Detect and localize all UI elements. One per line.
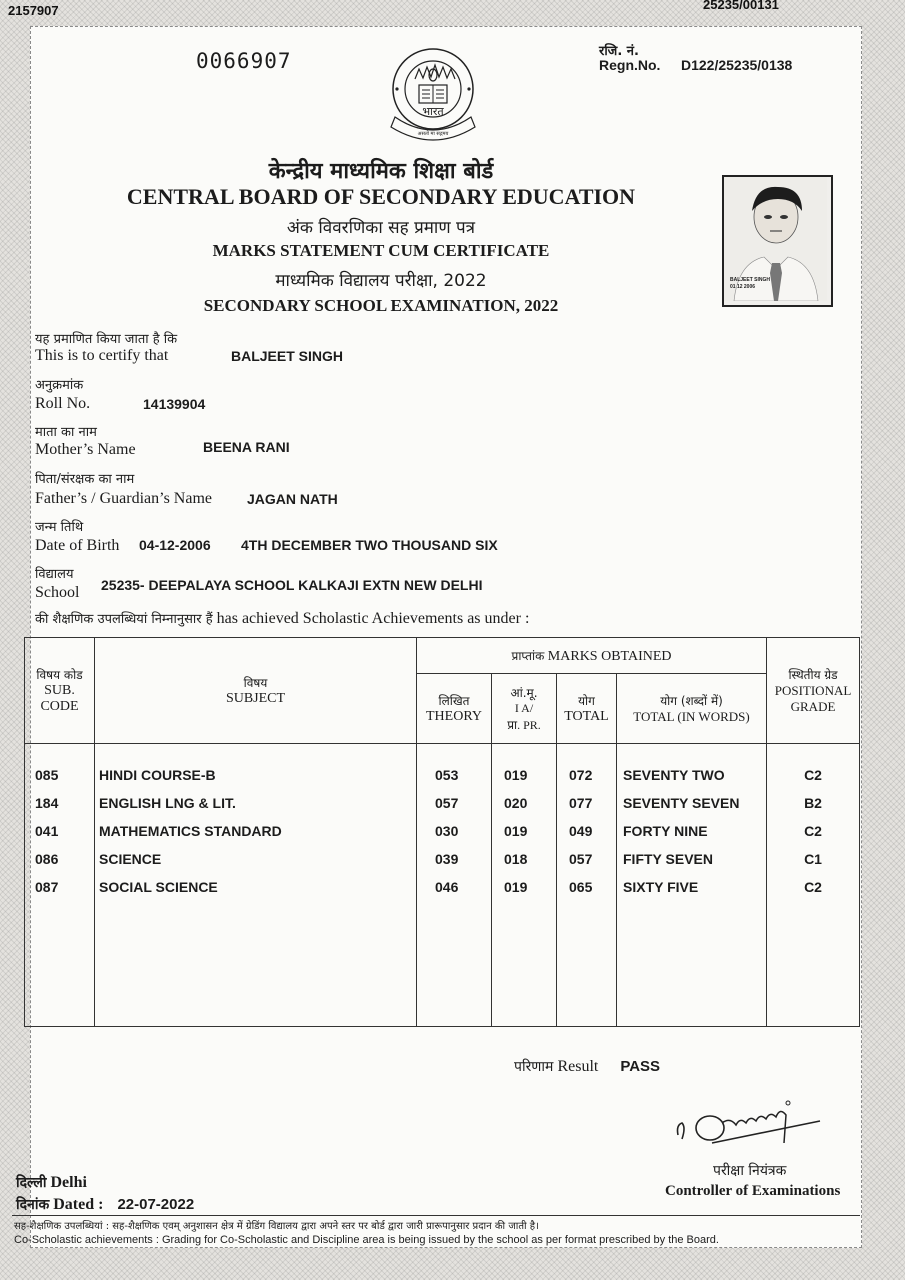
regn-number: D122/25235/0138 [681,57,793,73]
table-cell-subject: MATHEMATICS STANDARD [99,823,282,839]
header-positional-grade: स्थितीय ग्रेड POSITIONAL GRADE [767,638,860,744]
table-cell-grade: C2 [804,767,822,783]
table-cell-total: 077 [569,795,593,811]
table-cell-grade: C2 [804,823,822,839]
table-cell-words: SIXTY FIVE [623,879,699,895]
emblem-motto: असतो मा सद्गमय [417,131,449,137]
place: Delhi [50,1174,87,1191]
co-scholastic-note-hindi: सह-शैक्षणिक उपलब्धियां : सह-शैक्षणिक एवम् अनुशासन क्षेत्र में ग्रेडिंग विद्यालय द्वारा अपने स्तर पर बोर्ड द्वारा जारी प्रारूपानुसार प्रदान की जाती है। [14,1221,539,1232]
table-cell-ia: 018 [504,851,528,867]
roll-label: Roll No. [35,395,91,412]
issue-date: 22-07-2022 [117,1196,195,1213]
marks-table [24,637,860,1027]
table-cell-subject: SOCIAL SCIENCE [99,879,218,895]
achievement-statement [35,609,529,628]
table-cell-code: 085 [35,767,59,783]
table-cell-code: 086 [35,851,59,867]
table-cell-theory: 053 [435,767,459,783]
mother-label-hindi: माता का नाम [35,425,97,440]
cbse-emblem-icon [379,43,487,147]
table-cell-words: SEVENTY TWO [623,767,725,783]
column-positional-grade [767,744,860,1027]
table-cell-theory: 057 [435,795,459,811]
student-photo [722,175,833,307]
table-cell-theory: 039 [435,851,459,867]
table-cell-subject: ENGLISH LNG & LIT. [99,795,236,811]
exam-name: SECONDARY SCHOOL EXAMINATION, 2022 [203,296,559,315]
table-cell-theory: 030 [435,823,459,839]
column-theory [417,744,492,1027]
regn-label-hindi: रजि. नं. [599,44,639,59]
controller-title: Controller of Examinations [665,1183,841,1199]
table-cell-ia: 020 [504,795,528,811]
school-label-hindi: विद्यालय [35,567,74,582]
table-cell-words: FORTY NINE [623,823,708,839]
document-title: MARKS STATEMENT CUM CERTIFICATE [212,241,550,260]
column-sub-code [25,744,95,1027]
date-of-birth: 04-12-2006 [139,537,211,553]
table-cell-ia: 019 [504,767,528,783]
school-name: 25235- DEEPALAYA SCHOOL KALKAJI EXTN NEW DELHI [101,577,483,593]
board-name: CENTRAL BOARD OF SECONDARY EDUCATION [126,184,636,209]
dob-label: Date of Birth [35,537,120,554]
dated-label-hindi: दिनांक [16,1197,50,1213]
table-cell-code: 087 [35,879,59,895]
certify-label: This is to certify that [35,347,169,364]
roll-label-hindi: अनुक्रमांक [35,378,84,393]
top-left-number: 2157907 [8,3,59,18]
table-cell-grade: C2 [804,879,822,895]
regn-label: Regn.No. [599,57,661,73]
table-cell-words: SEVENTY SEVEN [623,795,740,811]
table-cell-code: 041 [35,823,59,839]
place-section [16,1173,87,1192]
controller-signature-icon [670,1095,840,1155]
school-label: School [35,584,80,601]
table-cell-grade: B2 [804,795,822,811]
achievement-statement-hindi: की शैक्षणिक उपलब्धियां निम्नानुसार हैं [35,612,213,627]
emblem-text-bharat: भारत [422,105,444,118]
date-of-birth-words: 4TH DECEMBER TWO THOUSAND SIX [241,537,498,553]
column-subject [95,744,417,1027]
table-cell-subject: HINDI COURSE-B [99,767,216,783]
table-cell-theory: 046 [435,879,459,895]
result-value: PASS [620,1058,661,1075]
header-sub-code: विषय कोड SUB. CODE [25,638,95,744]
column-internal-assessment [492,744,557,1027]
header-internal-assessment: आं.मू. I A/ प्रा. PR. [492,674,557,744]
co-scholastic-note: Co-Scholastic achievements : Grading for Co-Scholastic and Discipline area is being issued by the school as per format prescribed by the Board. [14,1234,719,1246]
controller-title-hindi: परीक्षा नियंत्रक [713,1163,787,1179]
table-cell-total: 065 [569,879,593,895]
table-cell-code: 184 [35,795,59,811]
header-theory: लिखित THEORY [417,674,492,744]
table-cell-total: 072 [569,767,593,783]
photo-caption-date: 01 12 2006 [730,284,756,290]
table-cell-total: 057 [569,851,593,867]
column-total [557,744,617,1027]
serial-number: 0066907 [196,49,292,73]
mother-label: Mother’s Name [35,441,136,458]
header-marks-obtained: प्राप्तांक MARKS OBTAINED [417,638,767,674]
table-cell-grade: C1 [804,851,822,867]
board-name-hindi: केन्द्रीय माध्यमिक शिक्षा बोर्ड [268,159,494,184]
table-cell-subject: SCIENCE [99,851,162,867]
header-subject: विषय SUBJECT [95,638,417,744]
photo-caption-name: BALJEET SINGH [730,277,771,283]
header-total: योग TOTAL [557,674,617,744]
table-cell-total: 049 [569,823,593,839]
document-title-hindi: अंक विवरणिका सह प्रमाण पत्र [286,218,476,238]
exam-name-hindi: माध्यमिक विद्यालय परीक्षा, 2022 [275,271,487,291]
student-name: BALJEET SINGH [231,348,344,364]
table-cell-ia: 019 [504,879,528,895]
achievement-statement-english: has achieved Scholastic Achievements as under : [216,610,530,627]
top-right-number: 25235/00131 [703,0,779,12]
father-label: Father’s / Guardian’s Name [35,490,212,507]
date-section [16,1195,194,1214]
footer-divider [12,1215,860,1216]
column-total-in-words [617,744,767,1027]
father-label-hindi: पिता/संरक्षक का नाम [35,472,135,487]
father-name: JAGAN NATH [247,491,338,507]
header-total-in-words: योग (शब्दों में) TOTAL (IN WORDS) [617,674,767,744]
mother-name: BEENA RANI [203,439,290,455]
dob-label-hindi: जन्म तिथि [35,520,84,535]
dated-label: Dated : [53,1196,104,1213]
result-label-hindi: परिणाम [514,1059,554,1075]
table-cell-words: FIFTY SEVEN [623,851,713,867]
result-section [514,1057,660,1076]
roll-number: 14139904 [143,396,206,412]
certify-label-hindi: यह प्रमाणित किया जाता है कि [35,332,178,347]
table-cell-ia: 019 [504,823,528,839]
result-label: Result [557,1058,599,1075]
place-hindi: दिल्ली [16,1175,47,1191]
